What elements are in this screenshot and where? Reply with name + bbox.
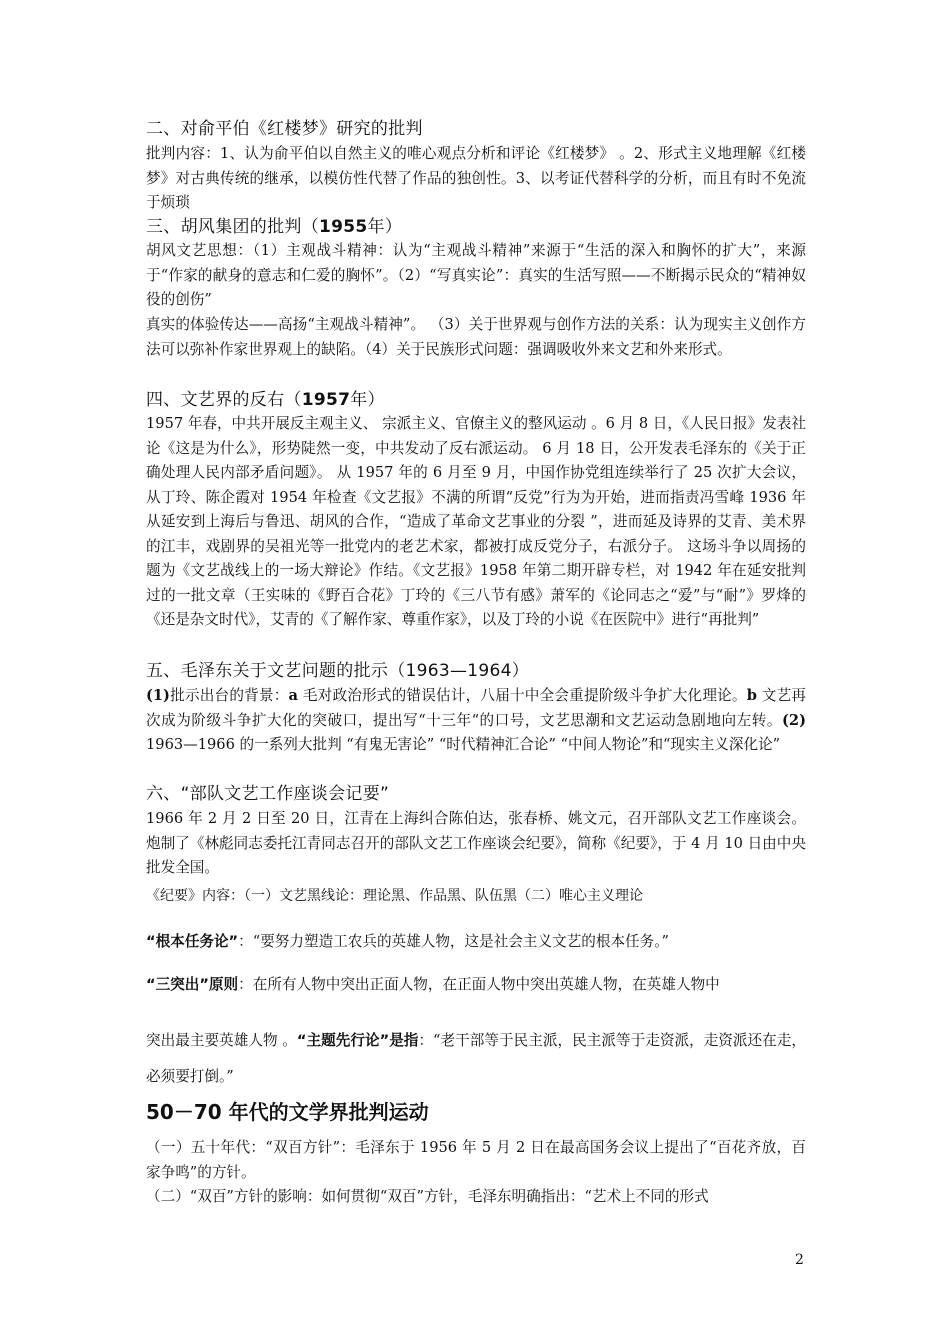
santuchu-continuation: 突出最主要英雄人物 。 (146, 1032, 297, 1049)
genben-paragraph (146, 930, 806, 955)
page-number: 2 (795, 1252, 804, 1268)
section-heading-hongloumeng: 二、对俞平伯《红楼梦》研究的批判 (146, 119, 423, 139)
heading-text: 三、胡风集团的批判（ (146, 217, 319, 237)
jiyao-content: 《纪要》内容：（一）文艺黑线论：理论黑、作品黑、队伍黑（二）唯心主义理论 (146, 888, 643, 904)
section-body-hufeng-2: 真实的体验传达——高扬“主观战斗精神”。 （3）关于世界观与创作方法的关系：认为现实主义创作方法可以弥补作家世界观上的缺陷。（4）关于民族形式问题：强调吸收外来文艺和外来形式。 (146, 316, 806, 358)
santuchu-text: ：在所有人物中突出正面人物，在正面人物中突出英雄人物，在英雄人物中 (238, 976, 720, 993)
item-letter: a (288, 687, 299, 704)
chapter-heading: 50－70 年代的文学界批判运动 (146, 1100, 429, 1124)
section-heading-fanyou (146, 388, 806, 412)
item-text: 文艺再次成为阶级斗争扩大化的突破口，提出写“十三年“的口号，文艺思潮和文艺运动急剧地向左转。 (146, 687, 806, 729)
section-body-hufeng-1: 胡风文艺思想：（1）主观战斗精神：认为“主观战斗精神”来源于“生活的深入和胸怀的扩大”，来源于“作家的献身的意志和仁爱的胸怀”。（2）“写真实论”：真实的生活写照——不断揭示民众的“精神奴役的创伤” (146, 242, 806, 308)
section-body-hongloumeng: 批判内容：1、认为俞平伯以自然主义的唯心观点分析和评论《红楼梦》 。2、形式主义地理解《红楼梦》对古典传统的继承，以模仿性代替了作品的独创性。3、以考证代替科学的分析，而且有时不免流于烦琐 (146, 145, 806, 211)
section-heading-hufeng (146, 215, 806, 239)
item-number: (2) (782, 711, 806, 729)
santuchu-paragraph (146, 973, 806, 998)
heading-year: 1957 (301, 390, 351, 410)
item-text: 批示出台的背景： (169, 687, 289, 704)
section-heading-pishi: 五、毛泽东关于文艺问题的批示（1963—1964） (146, 661, 530, 681)
santuchu-label: “三突出”原则 (146, 976, 239, 993)
zhuti-label: “主题先行论”是指 (296, 1032, 419, 1049)
item-letter: b (746, 687, 757, 704)
shuangbai-paragraph-1: （一）五十年代：“双百方针”：毛泽东于 1956 年 5 月 2 日在最高国务会议上提出了“百花齐放，百家争鸣”的方针。 (146, 1139, 806, 1181)
heading-text-end: 年） (350, 390, 385, 410)
section-body-jiyao: 1966 年 2 月 2 日至 20 日，江青在上海纠合陈伯达，张春桥、姚文元，召开部队文艺工作座谈会。炮制了《林彪同志委托江青同志召开的部队文艺工作座谈会纪要》，简称《纪要》，于 4 月 10 日由中央批发全国。 (146, 810, 806, 876)
heading-text: 四、文艺界的反右（ (146, 390, 302, 410)
heading-year: 1955 (319, 217, 368, 237)
item-text: 毛对政治形式的错误估计，八届十中全会重提阶级斗争扩大化理论。 (298, 687, 747, 704)
genben-text: ：“要努力塑造工农兵的英雄人物，这是社会主义文艺的根本任务。” (238, 933, 669, 950)
section-body-fanyou: 1957 年春，中共开展反主观主义、 宗派主义、官僚主义的整风运动 。6 月 8 日，《人民日报》发表社论《这是为什么》，形势陡然一变，中共发动了反右派运动。 6 月 18 日，公开发表毛泽东的《关于正确处理人民内部矛盾问题》。 从 1957 年的 6 月至 9 月，中国作协党组连续举行了 25 次扩大会议，从丁玲、陈企霞对 1954 年检查《文艺报》不满的所谓“反党”行为为开始，进而指责冯雪峰 1936 年从延安到上海后与鲁迅、胡风的合作，“造成了革命文艺事业的分裂 ”，进而延及诗界的艾青、美术界的江丰，戏剧界的吴祖光等一批党内的老艺术家，都被打成反党分子，右派分子。 这场斗争以周扬的题为《文艺战线上的一场大辩论》作结。《文艺报》1958 年第二期开辟专栏，对 1942 年在延安批判过的一批文章（王实味的《野百合花》丁玲的《三八节有感》萧军的《论同志之“爱”与“耐”》罗烽的《还是杂文时代》，艾青的《了解作家、尊重作家》，以及丁玲的小说《在医院中》进行“再批判” (146, 415, 806, 628)
zhuti-text: ：“老干部等于民主派，民主派等于走资派，走资派还在走，必须要打倒。” (146, 1032, 807, 1085)
genben-label: “根本任务论” (146, 933, 239, 950)
zhuti-paragraph (146, 1023, 806, 1095)
shuangbai-paragraph-2: （二）“双百”方针的影响：如何贯彻“双百”方针，毛泽东明确指出：“艺术上不同的形式 (146, 1188, 709, 1205)
item-number: (1) (146, 687, 170, 704)
section-heading-jiyao: 六、“部队文艺工作座谈会记要” (146, 784, 390, 804)
section-body-pishi (146, 684, 806, 758)
heading-text-end: 年） (367, 217, 403, 237)
item-text: 1963—1966 的一系列大批判 “有鬼无害论” “时代精神汇合论” “中间人物论”和“现实主义深化论” (146, 736, 781, 753)
